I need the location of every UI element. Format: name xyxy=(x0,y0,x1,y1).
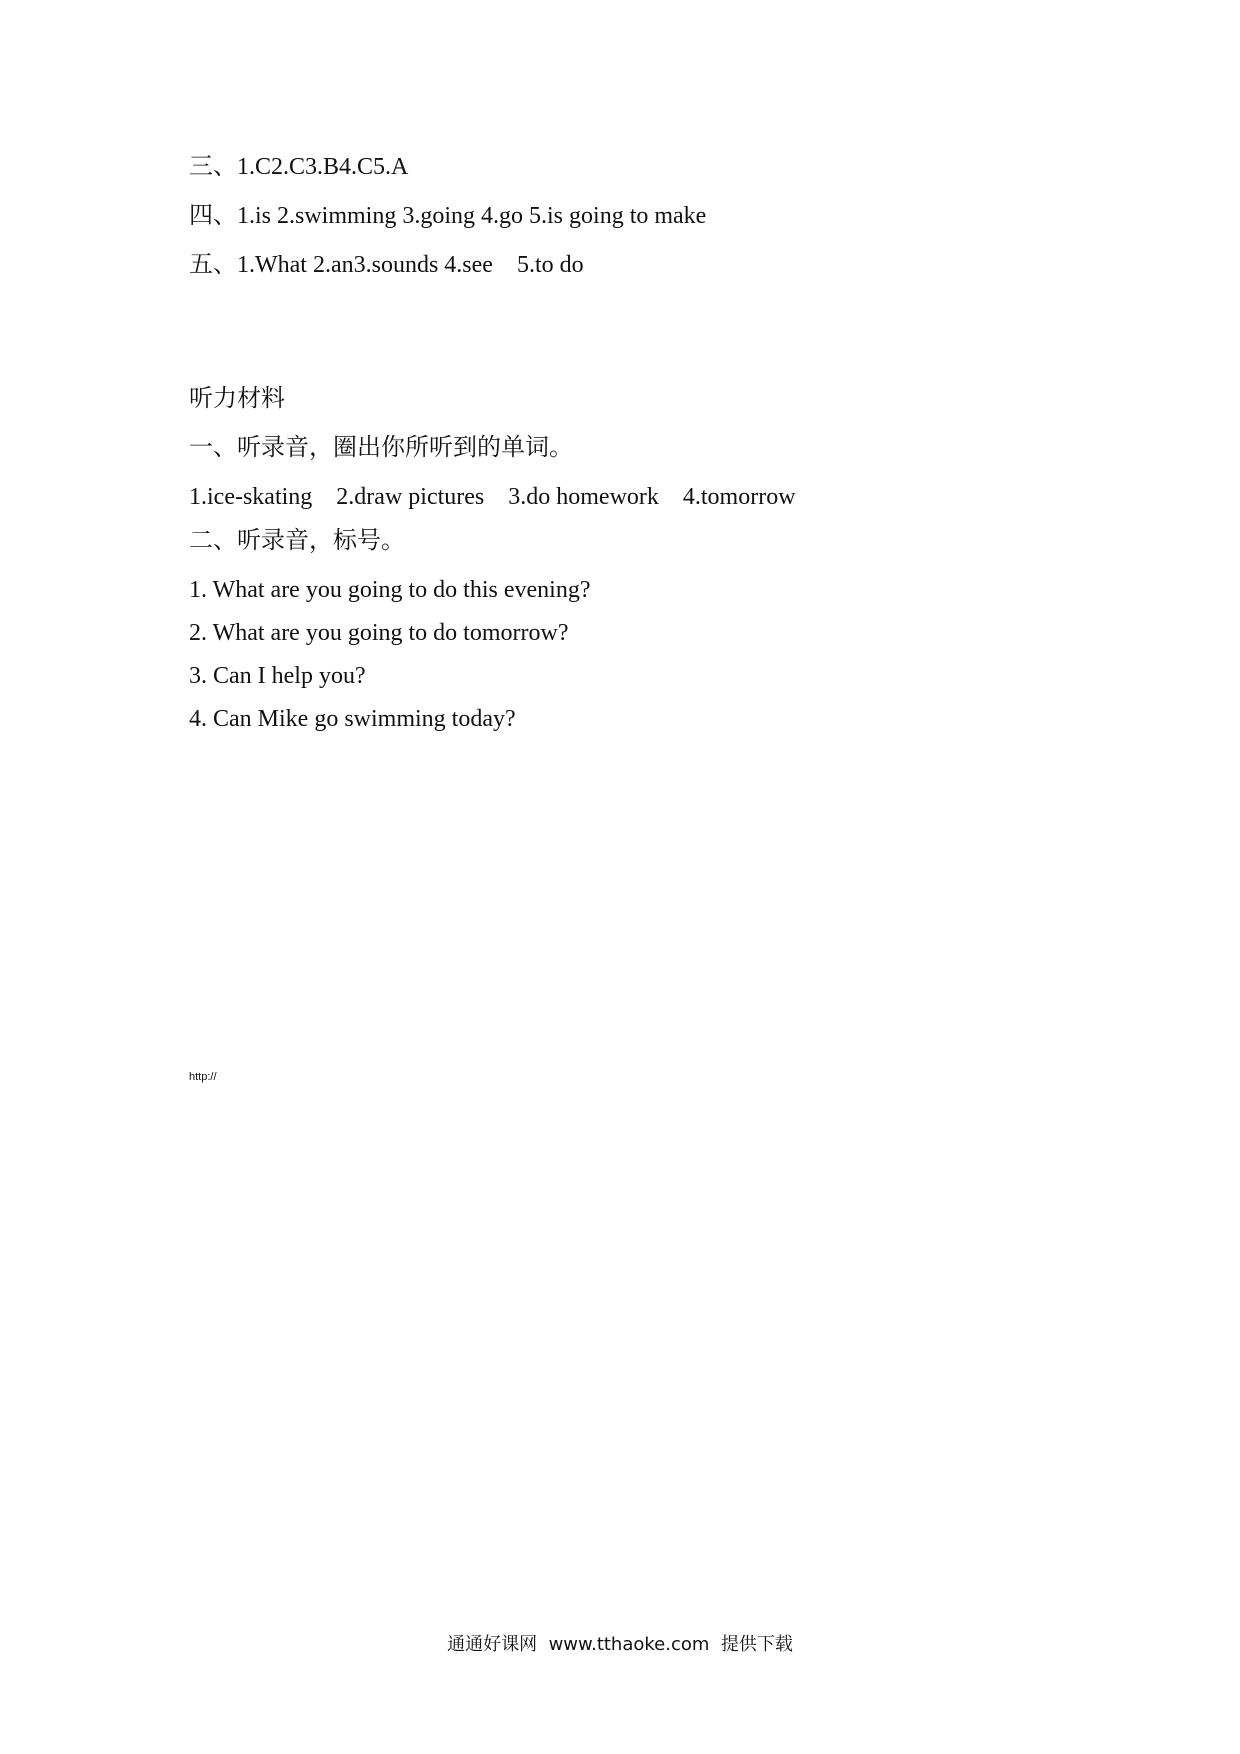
listening-part1-heading: 一、听录音，圈出你所听到的单词。 xyxy=(189,435,573,461)
listening-part1-words: 1.ice-skating 2.draw pictures 3.do homework 4.tomorrow xyxy=(189,484,796,510)
listening-item-1: 1. What are you going to do this evening? xyxy=(189,577,591,603)
listening-item-4: 4. Can Mike go swimming today? xyxy=(189,706,516,732)
answer-section-3: 三、1.C2.C3.B4.C5.A xyxy=(189,154,409,180)
listening-title: 听力材料 xyxy=(189,386,285,412)
listening-item-3: 3. Can I help you? xyxy=(189,663,366,689)
answer-section-4: 四、1.is 2.swimming 3.going 4.go 5.is going to make xyxy=(189,203,707,229)
listening-part2-heading: 二、听录音，标号。 xyxy=(189,528,405,554)
url-stub: http:// xyxy=(189,1071,217,1083)
footer-download-note: 通通好课网 www.tthaoke.com 提供下载 xyxy=(447,1634,793,1655)
answer-section-5: 五、1.What 2.an3.sounds 4.see 5.to do xyxy=(189,252,584,278)
listening-item-2: 2. What are you going to do tomorrow? xyxy=(189,620,569,646)
